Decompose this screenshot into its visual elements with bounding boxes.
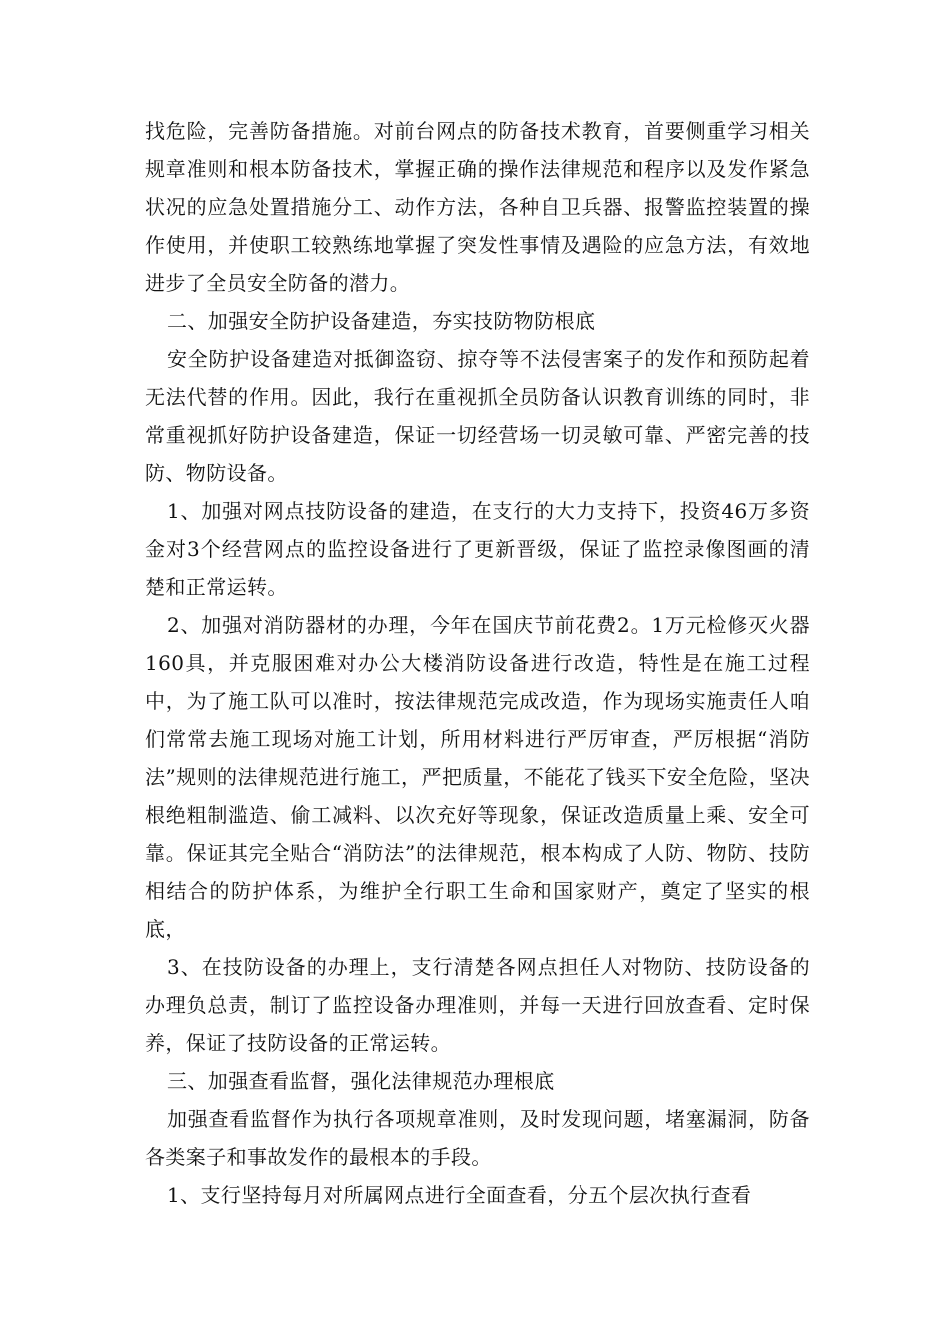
paragraph-inspection: 加强查看监督作为执行各项规章准则，及时发现问题，堵塞漏洞，防备各类案子和事故发作的最根本的手段。 <box>145 1107 810 1169</box>
section-heading-3: 三、加强查看监督，强化法律规范办理根底 <box>167 1069 555 1093</box>
paragraph-security-facilities: 安全防护设备建造对抵御盗窃、掠夺等不法侵害案子的发作和预防起着无法代替的作用。因此，我行在重视抓全员防备认识教育训练的同时，非常重视抓好防护设备建造，保证一切经营场一切灵敏可靠、严密完善的技防、物防设备。 <box>145 347 810 485</box>
list-item-3-equipment-management: 3、在技防设备的办理上，支行清楚各网点担任人对物防、技防设备的办理负总责，制订了监控设备办理准则，并每一天进行回放查看、定时保养，保证了技防设备的正常运转。 <box>145 955 810 1055</box>
list-item-2-fire-equipment: 2、加强对消防器材的办理，今年在国庆节前花费2。1万元检修灭火器160具，并克服困难对办公大楼消防设备进行改造，特性是在施工过程中，为了施工队可以准时，按法律规范完成改造，作为现场实施责任人咱们常常去施工现场对施工计划，所用材料进行严厉审查，严厉根据“消防法”规则的法律规范进行施工，严把质量，不能花了钱买下安全危险，坚决根绝粗制滥造、偷工减料、以次充好等现象，保证改造质量上乘、安全可靠。保证其完全贴合“消防法”的法律规范，根本构成了人防、物防、技防相结合的防护体系，为维护全行职工生命和国家财产，奠定了坚实的根底， <box>145 613 810 941</box>
section-heading-2: 二、加强安全防护设备建造，夯实技防物防根底 <box>167 309 596 333</box>
list-item-1-monthly-inspection: 1、支行坚持每月对所属网点进行全面查看，分五个层次执行查看 <box>167 1183 752 1207</box>
paragraph-continuation: 找危险，完善防备措施。对前台网点的防备技术教育，首要侧重学习相关规章准则和根本防备技术，掌握正确的操作法律规范和程序以及发作紧急状况的应急处置措施分工、动作方法，各种自卫兵器、报警监控装置的操作使用，并使职工较熟练地掌握了突发性事情及遇险的应急方法，有效地进步了全员安全防备的潜力。 <box>145 119 810 295</box>
list-item-1-tech-defense: 1、加强对网点技防设备的建造，在支行的大力支持下，投资46万多资金对3个经营网点的监控设备进行了更新晋级，保证了监控录像图画的清楚和正常运转。 <box>145 499 810 599</box>
document-body <box>145 112 810 1214</box>
